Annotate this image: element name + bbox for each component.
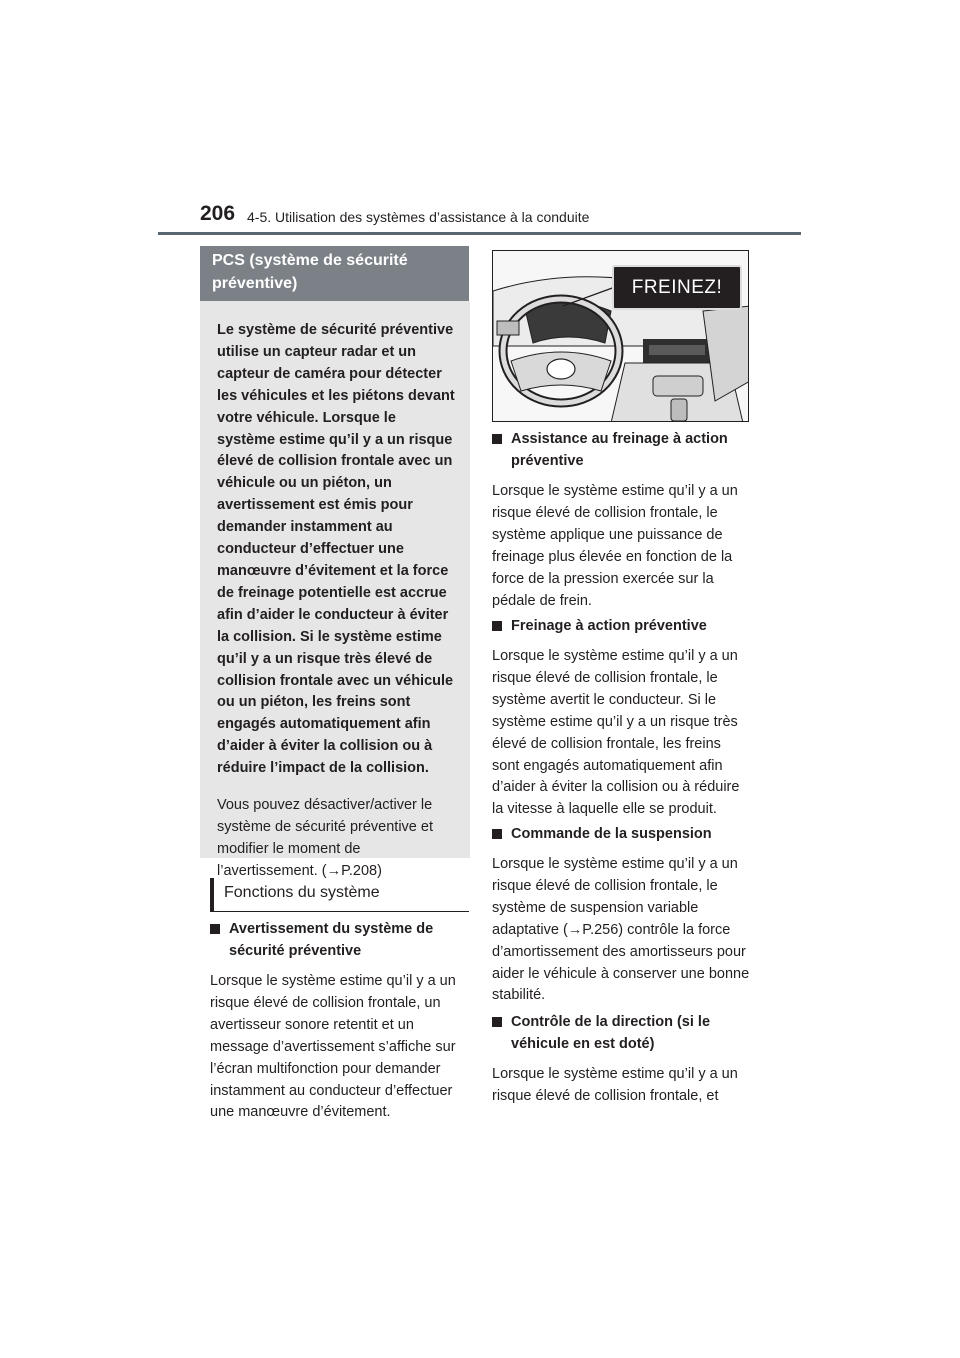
subsection-heading: Avertissement du système de sécurité préventive xyxy=(229,921,434,959)
square-bullet-icon xyxy=(492,1017,502,1027)
pcs-intro-text: Le système de sécurité préventive utilise un capteur radar et un capteur de caméra pour détecter les véhicules et les piétons devant votre véhicule. Lorsque le système estime qu’il y a un risque élevé de collision frontale avec un véhicule ou un piéton, un avertissement est émis pour demander instamment au conducteur d’effectuer une manœuvre d’évitement et la force de freinage potentielle est accrue afin d’aider le conducteur à éviter la collision. Si le système estime qu’il y a un risque très élevé de collision frontale avec un véhicule ou un piéton, les freins sont engagés automatiquement afin d’aider à éviter la collision ou à réduire l’impact de la collision. xyxy=(217,322,455,777)
pcs-settings-note: Vous pouvez désactiver/activer le système de sécurité préventive et modifier le moment de l’avertissement. (→P.208) xyxy=(217,797,433,880)
subsection-body: Lorsque le système estime qu’il y a un risque élevé de collision frontale, le système avertit le conducteur. Si le système estime qu’il y a un risque très élevé de collision frontale, les freins sont engagés automatiquement afin d’aider à éviter la collision ou à réduire la vitesse à laquelle elle se produit. xyxy=(492,648,740,818)
subsection-body: Lorsque le système estime qu’il y a un risque élevé de collision frontale, un avertisseur sonore retentit et un message d’avertissement s’affiche sur l’écran multifonction pour demander instamment au conducteur d’effectuer une manœuvre d’évitement. xyxy=(210,973,456,1121)
subsection-body: Lorsque le système estime qu’il y a un risque élevé de collision frontale, et xyxy=(492,1066,738,1104)
subsection-direction xyxy=(492,1011,750,1108)
pcs-intro-box xyxy=(200,301,470,880)
pcs-section-title: PCS (système de sécurité préventive) xyxy=(200,246,469,301)
section-title: 4-5. Utilisation des systèmes d’assistance à la conduite xyxy=(247,209,590,225)
subsection-freinage-action xyxy=(492,615,750,821)
square-bullet-icon xyxy=(492,621,502,631)
subsection-assistance-freinage xyxy=(492,428,750,612)
warning-message-display: FREINEZ! xyxy=(612,265,742,310)
fonctions-section-title: Fonctions du système xyxy=(210,878,469,912)
subsection-body: Lorsque le système estime qu’il y a un risque élevé de collision frontale, le système applique une puissance de freinage plus élevée en fonction de la force de la pression exercée sur la pédale de frein. xyxy=(492,483,738,609)
subsection-heading: Contrôle de la direction (si le véhicule en est doté) xyxy=(511,1014,711,1052)
subsection-avertissement xyxy=(210,918,470,1124)
subsection-body: Lorsque le système estime qu’il y a un risque élevé de collision frontale, le système de suspension variable adaptative (→P.256) contrôle la force d’amortissement des amortisseurs pour aider le véhicule à conserver une bonne stabilité. xyxy=(492,856,750,1004)
square-bullet-icon xyxy=(492,829,502,839)
square-bullet-icon xyxy=(210,924,220,934)
subsection-heading: Commande de la suspension xyxy=(511,826,712,842)
subsection-heading: Freinage à action préventive xyxy=(511,618,707,634)
dashboard-illustration xyxy=(492,250,749,422)
subsection-suspension xyxy=(492,823,750,1007)
square-bullet-icon xyxy=(492,434,502,444)
subsection-heading: Assistance au freinage à action préventive xyxy=(511,431,728,469)
page-number: 206 xyxy=(200,202,236,225)
header-divider xyxy=(158,232,801,235)
